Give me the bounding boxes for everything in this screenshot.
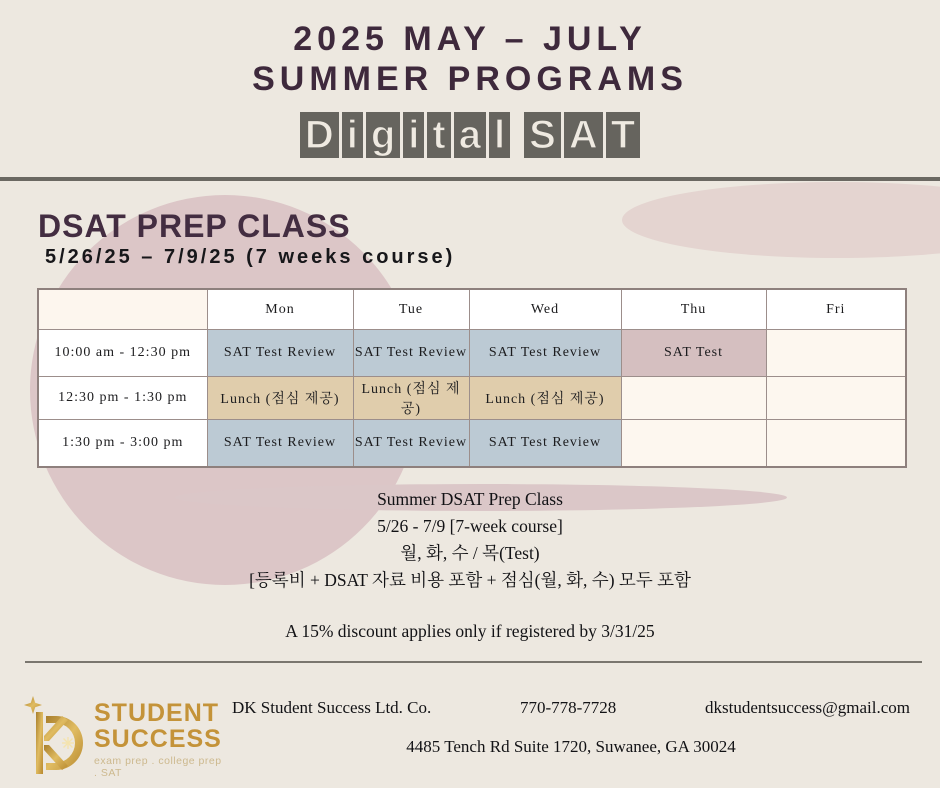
top-divider xyxy=(0,177,940,181)
column-header-wed: Wed xyxy=(469,289,621,330)
schedule-cell: Lunch (점심 제공) xyxy=(353,377,469,420)
logo-text-success: SUCCESS xyxy=(94,725,222,753)
column-header-thu: Thu xyxy=(621,289,766,330)
table-row xyxy=(38,330,906,377)
program-heading: DSAT PREP CLASS xyxy=(38,208,351,244)
company-name: DK Student Success Ltd. Co. xyxy=(232,698,432,717)
schedule-cell: Lunch (점심 제공) xyxy=(469,377,621,420)
schedule-cell: SAT Test Review xyxy=(469,330,621,377)
schedule-cell: SAT Test Review xyxy=(353,420,469,468)
schedule-cell xyxy=(621,377,766,420)
logo-tagline: exam prep . college prep . SAT xyxy=(94,755,222,779)
time-slot-label: 10:00 am - 12:30 pm xyxy=(38,330,207,377)
footer-contact-row xyxy=(232,698,910,718)
schedule-header-row xyxy=(38,289,906,330)
pink-corner-decoration xyxy=(622,182,940,258)
course-details xyxy=(0,486,940,594)
email-address: dkstudentsuccess@gmail.com xyxy=(705,698,910,717)
page-title-line2: SUMMER PROGRAMS xyxy=(252,60,688,98)
phone-number: 770-778-7728 xyxy=(519,698,617,717)
schedule-cell: SAT Test Review xyxy=(469,420,621,468)
discount-note: A 15% discount applies only if registered by 3/31/25 xyxy=(285,621,655,641)
schedule-cell: SAT Test xyxy=(621,330,766,377)
dk-monogram-icon xyxy=(22,694,92,778)
column-header-fri: Fri xyxy=(766,289,906,330)
column-header-mon: Mon xyxy=(207,289,353,330)
schedule-table xyxy=(37,288,907,468)
logo-wordmark xyxy=(94,700,222,779)
program-dates: 5/26/25 – 7/9/25 (7 weeks course) xyxy=(45,246,456,268)
schedule-cell: Lunch (점심 제공) xyxy=(207,377,353,420)
footer-contact xyxy=(232,698,910,757)
schedule-cell: SAT Test Review xyxy=(353,330,469,377)
schedule-cell xyxy=(621,420,766,468)
time-slot-label: 12:30 pm - 1:30 pm xyxy=(38,377,207,420)
schedule-cell xyxy=(766,330,906,377)
digital-sat-badge: D i g i t a l S A T xyxy=(0,112,940,158)
table-row xyxy=(38,377,906,420)
details-line: 5/26 - 7/9 [7-week course] xyxy=(377,516,563,536)
column-header-tue: Tue xyxy=(353,289,469,330)
schedule-cell: SAT Test Review xyxy=(207,420,353,468)
schedule-cell: SAT Test Review xyxy=(207,330,353,377)
time-slot-label: 1:30 pm - 3:00 pm xyxy=(38,420,207,468)
schedule-corner-cell xyxy=(38,289,207,330)
schedule-cell xyxy=(766,420,906,468)
schedule-cell xyxy=(766,377,906,420)
details-line: 월, 화, 수 / 목(Test) xyxy=(400,543,540,563)
bottom-divider xyxy=(25,661,922,663)
street-address: 4485 Tench Rd Suite 1720, Suwanee, GA 30024 xyxy=(406,737,736,756)
table-row xyxy=(38,420,906,468)
company-logo xyxy=(22,692,222,780)
logo-text-student: STUDENT xyxy=(94,699,220,727)
page-title-line1: 2025 MAY – JULY xyxy=(293,20,647,58)
details-line: [등록비 + DSAT 자료 비용 포함 + 점심(월, 화, 수) 모두 포함 xyxy=(249,570,691,590)
details-line: Summer DSAT Prep Class xyxy=(377,489,563,509)
